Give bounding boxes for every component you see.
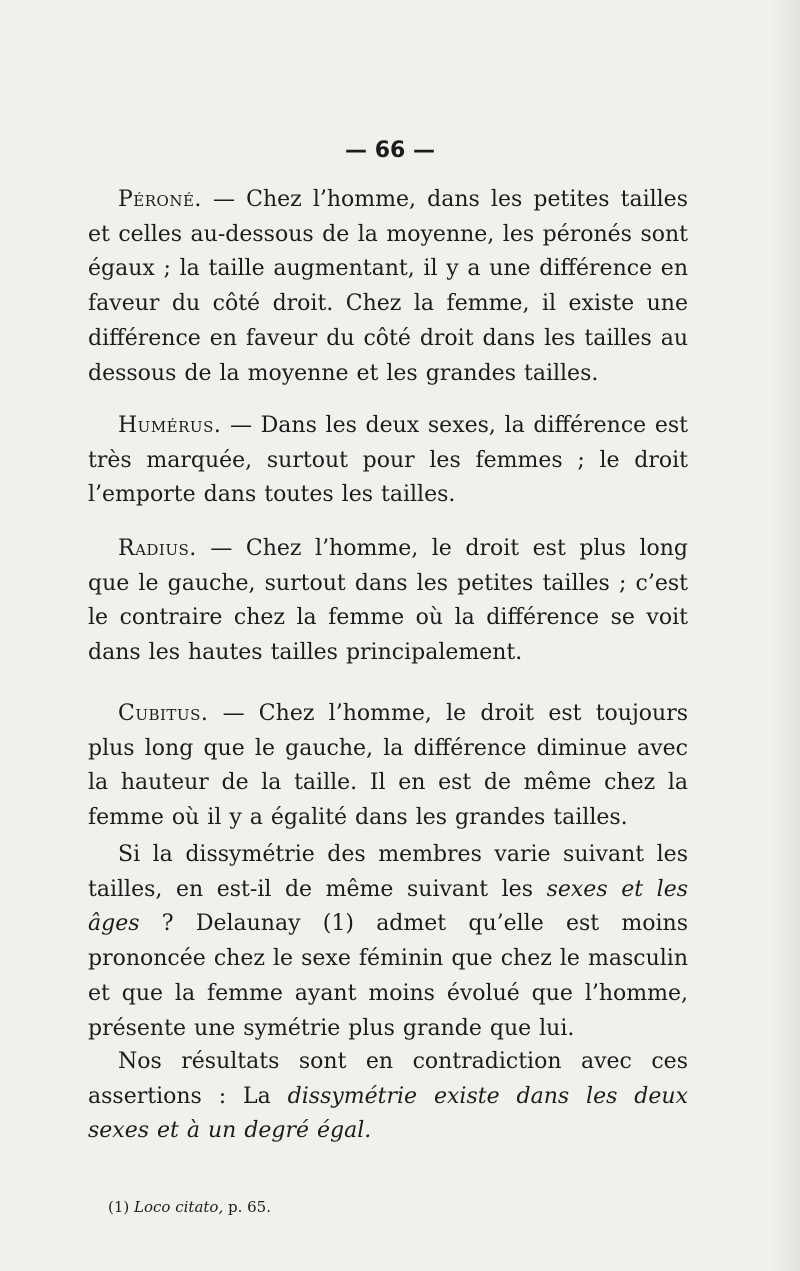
paragraph-perone	[88, 183, 688, 391]
paragraph-text: Si la dissymétrie des membres varie suivant les tailles, en est-il de même suivant les	[88, 842, 688, 902]
emphasis-text: sexes et les âges	[88, 876, 688, 937]
footnote-citation: Loco citato,	[134, 1198, 224, 1216]
paragraph-resultats	[88, 1045, 688, 1149]
section-label-perone: Péroné.	[118, 187, 202, 212]
paragraph-text: — Dans les deux sexes, la différence est très marquée, surtout pour les femmes ; le droit l’emporte dans toutes les tailles.	[88, 413, 688, 508]
footnote-marker: (1)	[108, 1198, 130, 1216]
paragraph-text: ? Delaunay (1) admet qu’elle est moins prononcée chez le sexe féminin que chez le masculin et que la femme ayant moins évolué que l’homme, présente une symétrie plus grande que lui.	[88, 911, 688, 1041]
page-number: — 66 —	[345, 138, 435, 163]
emphasis-text: dissymétrie existe dans les deux sexes et à un degré égal.	[88, 1083, 688, 1144]
paragraph-text: — Chez l’homme, dans les petites tailles et celles au-dessous de la moyenne, les péronés sont égaux ; la taille augmentant, il y a une différence en faveur du côté droit. Chez la femme, il existe une différence en faveur du côté droit dans les tailles au dessous de la moyenne et les grandes tailles.	[88, 187, 688, 386]
paragraph-cubitus	[88, 697, 688, 836]
paragraph-dissymetrie	[88, 838, 688, 1046]
page-edge-shadow	[770, 0, 800, 1271]
footnote-text: p. 65.	[223, 1198, 271, 1216]
section-label-radius: Radius.	[118, 536, 197, 561]
section-label-cubitus: Cubitus.	[118, 701, 209, 726]
section-label-humerus: Humérus.	[118, 413, 222, 438]
footnote	[108, 1197, 608, 1217]
paragraph-text: — Chez l’homme, le droit est toujours plus long que le gauche, la différence diminue avec la hauteur de la taille. Il en est de même chez la femme où il y a égalité dans les grandes tailles.	[88, 701, 688, 831]
paragraph-radius	[88, 532, 688, 671]
paragraph-humerus	[88, 409, 688, 513]
paragraph-text: Nos résultats sont en contradiction avec ces assertions : La	[88, 1049, 688, 1109]
paragraph-text: — Chez l’homme, le droit est plus long que le gauche, surtout dans les petites tailles ; c’est le contraire chez la femme où la différence se voit dans les hautes tailles principalement.	[88, 536, 688, 666]
